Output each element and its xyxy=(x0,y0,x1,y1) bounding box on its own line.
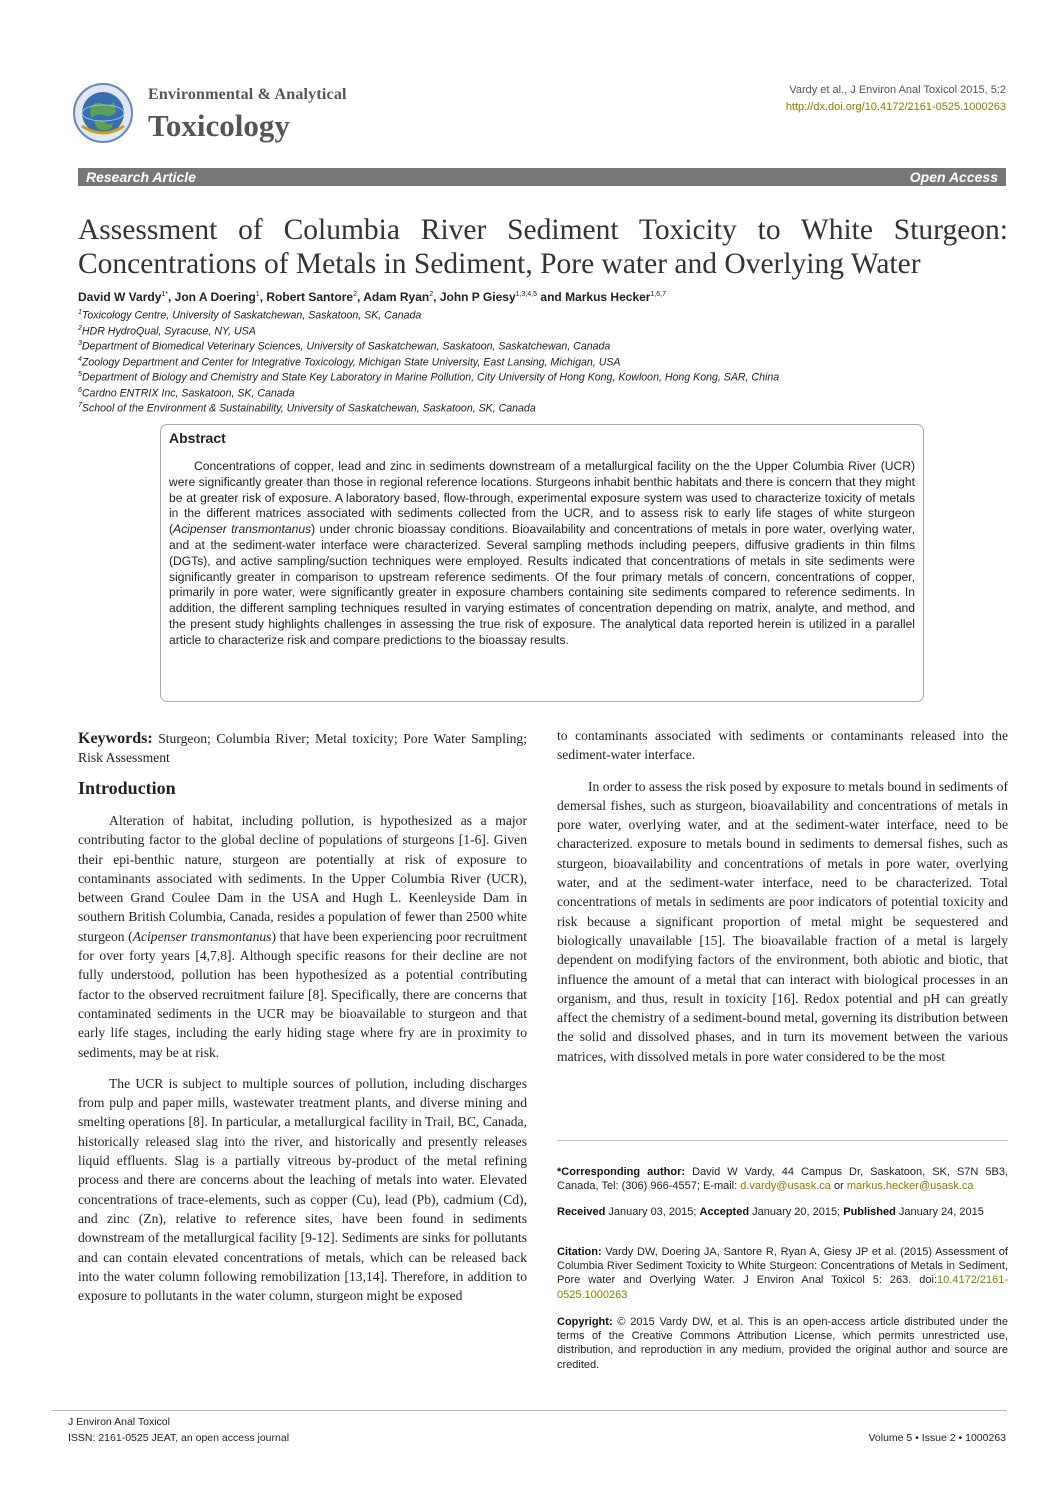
footnote-text: Vardy DW, Doering JA, Santore R, Ryan A, Giesy JP et al. (2015) Assessment of Columbia River Sediment Toxicity to White Sturgeon: Concentrations of Metals in Sediment, Pore water and Overlying Water. J Environ Anal Toxicol 5: 263. doi: xyxy=(557,1246,1008,1287)
title-line-2: Concentrations of Metals in Sediment, Pore water and Overlying Water xyxy=(78,248,921,280)
author-conjunction: and xyxy=(540,290,562,304)
affiliation-number: 2 xyxy=(78,324,82,332)
left-column-body xyxy=(78,811,527,1305)
paragraph: The UCR is subject to multiple sources of pollution, including discharges from pulp and paper mills, wastewater treatment plants, and diverse mining and smelting operations [8]. In particular, a metallurgical facility in Trail, BC, Canada, historically released slag into the river, and historically and presently releases liquid effluents. Slag is a partially vitreous by-product of the metal refining process and there are concerns about the leaching of metals into water. Elevated concentrations of trace-elements, such as copper (Cu), lead (Pb), cadmium (Cd), and zinc (Zn), relative to reference sites, have been found in sediments downstream of the metallurgical facility [9-12]. Sediments are sinks for pollutants and can contain elevated concentrations of metals, which can be released back into the water column following remobilization [13,14]. Therefore, in addition to exposure to pollutants in the water column, sturgeon might be exposed xyxy=(78,1075,527,1304)
affiliation-text: Toxicology Centre, University of Saskatchewan, Saskatoon, SK, Canada xyxy=(81,309,422,322)
paragraph xyxy=(78,811,527,1062)
affiliation-text: HDR HydroQual, Syracuse, NY, USA xyxy=(81,325,256,338)
footnote-label: *Corresponding author: xyxy=(557,1166,686,1178)
affiliation-number: 3 xyxy=(78,340,82,347)
author-name: Jon A Doering xyxy=(174,290,256,304)
author-affiliation-marker: 2 xyxy=(353,291,357,298)
footnote-text: or xyxy=(833,1180,844,1193)
footnote-text: David W Vardy, 44 Campus Dr, Saskatoon, SK, S7N 5B3, Canada, Tel: (306) 966-4557; E-mail: xyxy=(557,1166,1008,1193)
affiliation xyxy=(78,371,779,384)
copyright-note xyxy=(557,1315,1008,1372)
title-line-1: Assessment of Columbia River Sediment Toxicity to White Sturgeon: xyxy=(78,214,1008,246)
affiliation-text: School of the Environment & Sustainability, University of Saskatchewan, Saskatoon, SK, Canada xyxy=(81,402,536,415)
affiliation-number: 4 xyxy=(78,355,82,363)
affiliation xyxy=(78,340,610,353)
author-name: Adam Ryan xyxy=(363,290,430,304)
footnote-label: Published xyxy=(843,1206,896,1218)
affiliation-number: 7 xyxy=(78,402,82,409)
author-affiliation-marker: 2 xyxy=(429,291,434,298)
paragraph-continued: to contaminants associated with sediments or contaminants released into the sediment-water interface. xyxy=(557,728,1008,763)
paragraph: In order to assess the risk posed by exposure to metals bound in sediments of demersal fishes, such as sturgeon, bioavailability and concentrations of metals in pore water, overlying water, and at the sediment-water interface, need to be characterized. exposure to metals bound in sediments to demersal fishes, such as sturgeon, bioavailability and concentrations of metals in pore water, overlying water, and at the sediment-water interface, need to be characterized. Total concentrations of metals in sediments are poor indicators of potential toxicity and risk because a significant proportion of metal might be sequestered and biologically unavailable [15]. The bioavailable fraction of a metal is largely dependent on modifying factors of the environment, both abiotic and biotic, that influence the amount of a metal that can interact with biological processes in an organism, and thus, result in toxicity [16]. Redox potential and pH can greatly affect the chemistry of a sediment-bound metal, governing its distribution between the solid and dissolved phases, and in turn its movement between the various matrices, with dissolved metals in pore water considered to be the most xyxy=(557,778,1008,1064)
abstract-box xyxy=(160,424,924,702)
author-affiliation-marker: 1,6,7 xyxy=(650,291,667,298)
affiliation-number: 6 xyxy=(78,386,82,394)
affiliation-text: Zoology Department and Center for Integrative Toxicology, Michigan State University, East Lansing, Michigan, USA xyxy=(81,356,621,369)
affiliation-number: 5 xyxy=(78,371,82,378)
email-link[interactable]: d.vardy@usask.ca xyxy=(740,1180,831,1193)
article-type-label: Research Article xyxy=(86,169,196,185)
right-column-body xyxy=(557,726,1008,1066)
footnote-divider xyxy=(557,1140,1008,1141)
paragraph-text: Alteration of habitat, including pollution, is hypothesized as a major contributing factor to the global decline of populations of sturgeons [1-6]. Given their epi-benthic nature, sturgeon are potentially at risk of exposure to contaminants associated with sediments. In the Upper Columbia River (UCR), between Grand Coulee Dam in the USA and Hugh L. Keenleyside Dam in southern British Columbia, Canada, resides a population of fewer than 2500 white sturgeon ( xyxy=(78,813,527,944)
author-list: David W Vardy$^{1*}$, Jon A Doering$^1$, Robert Santore$^2$, Adam Ryan$^2$, John P Giesy$^{1,3,4,5}$ and Markus Hecker$^{1,6,7}$ xyxy=(78,290,667,304)
affiliation xyxy=(78,387,294,400)
author-affiliation-marker: 1* xyxy=(161,291,168,298)
author-name: John P Giesy xyxy=(439,290,516,304)
citation-note xyxy=(557,1245,1008,1302)
affiliation xyxy=(78,402,536,415)
keywords-label: Keywords: xyxy=(78,730,153,747)
footnote-label: Copyright: xyxy=(557,1316,613,1328)
paragraph-text: ) that have been experiencing poor recruitment for over forty years [4,7,8]. Although specific reasons for their decline are not fully understood, pollution has been hypothesized as a potential contributing factor to the observed recruitment failure [8]. Specifically, there are concerns that contaminated sediments in the UCR may be bioavailable to sturgeon and that early life stages, including the early hiding stage where fry are in proximity to sediments, may be at risk. xyxy=(78,928,527,1060)
species-name: Acipenser transmontanus xyxy=(132,928,272,944)
author-affiliation-marker: 1 xyxy=(255,291,260,298)
author-name: Markus Hecker xyxy=(565,290,651,304)
section-heading-introduction: Introduction xyxy=(78,778,176,798)
abstract-text-part: Concentrations of copper, lead and zinc in sediments downstream of a metallurgical facility on the the Upper Columbia River (UCR) were significantly greater than those in regional reference locations. Sturgeons inhabit benthic habitats and there is concern that they might be at greater risk of exposure. A laboratory based, flow-through, experimental exposure system was used to characterize toxicity of metals in the different matrices associated with sediments collected from the UCR, and to assess risk to early life stages of white sturgeon ( xyxy=(169,459,915,537)
doi-link[interactable]: http://dx.doi.org/10.4172/2161-0525.1000263 xyxy=(785,101,1006,113)
affiliation-number: 1 xyxy=(78,309,82,316)
open-access-label: Open Access xyxy=(909,169,998,185)
article-type-bar xyxy=(78,168,1006,186)
footer-journal: J Environ Anal Toxicol xyxy=(68,1416,170,1428)
affiliation-text: Department of Biomedical Veterinary Sciences, University of Saskatchewan, Saskatoon, Saskatchewan, Canada xyxy=(81,340,611,353)
footnote-text: © 2015 Vardy DW, et al. This is an open-access article distributed under the terms of the Creative Commons Attribution License, which permits unrestricted use, distribution, and reproduction in any medium, provided the original author and source are credited. xyxy=(557,1316,1008,1371)
corresponding-author-note xyxy=(557,1165,1008,1193)
abstract-heading: Abstract xyxy=(169,430,226,446)
affiliation-text: Department of Biology and Chemistry and State Key Laboratory in Marine Pollution, City University of Hong Kong, Kowloon, Hong Kong, SAR, China xyxy=(81,371,780,384)
doi-link[interactable]: 10.4172/2161-0525.1000263 xyxy=(557,1274,1008,1301)
footer-volume: Volume 5 • Issue 2 • 1000263 xyxy=(868,1432,1006,1444)
footnote-label: Received xyxy=(557,1206,606,1218)
keywords-block xyxy=(78,729,527,768)
email-link[interactable]: markus.hecker@usask.ca xyxy=(846,1180,974,1193)
citation-short: Vardy et al., J Environ Anal Toxicol 2015, 5:2 xyxy=(789,84,1006,96)
affiliation xyxy=(78,356,621,369)
footer-issn: ISSN: 2161-0525 JEAT, an open access journal xyxy=(68,1432,290,1444)
species-name: Acipenser transmontanus xyxy=(173,522,312,537)
footnote-label: Accepted xyxy=(699,1206,750,1218)
footnote-text: January 03, 2015; xyxy=(608,1206,697,1218)
affiliation xyxy=(78,309,421,322)
keywords-text: Sturgeon; Columbia River; Metal toxicity; Pore Water Sampling; Risk Assessment xyxy=(78,731,527,766)
article-title xyxy=(78,213,1008,281)
dates-note xyxy=(557,1205,1008,1219)
footnote-label: Citation: xyxy=(557,1246,602,1258)
abstract-text xyxy=(169,459,915,649)
author-name: David W Vardy xyxy=(78,290,162,304)
author-affiliation-marker: 1,3,4,5 xyxy=(515,291,538,298)
journal-name-large: Toxicology xyxy=(148,108,290,143)
author-name: Robert Santore xyxy=(266,290,354,304)
footnote-text: January 20, 2015; xyxy=(752,1206,841,1218)
footer-divider xyxy=(52,1410,1007,1411)
abstract-text-part: ) under chronic bioassay conditions. Bioavailability and concentrations of metals in pore water, overlying water, and at the sediment-water interface were characterized. Several sampling methods including peepers, diffusive gradients in thin films (DGTs), and active sampling/suction techniques were employed. Results indicated that concentrations of metals in site sediments were significantly greater in comparison to upstream reference sediments. Of the four primary metals of concern, concentrations of copper, primarily in pore water, were significantly greater in exposure chambers containing site sediments compared to reference sediments. In addition, the different sampling techniques resulted in varying estimates of concentration depending on matrix, analyte, and method, and the present study highlights challenges in assessing the true risk of exposure. The analytical data reported herein is utilized in a parallel article to characterize risk and compare predictions to the bioassay results. xyxy=(169,522,915,647)
journal-name-small: Environmental & Analytical xyxy=(148,86,347,103)
footnote-text: January 24, 2015 xyxy=(898,1206,984,1218)
affiliation-text: Cardno ENTRIX Inc, Saskatoon, SK, Canada xyxy=(81,387,295,400)
affiliation xyxy=(78,325,256,338)
journal-logo-icon xyxy=(72,82,134,144)
